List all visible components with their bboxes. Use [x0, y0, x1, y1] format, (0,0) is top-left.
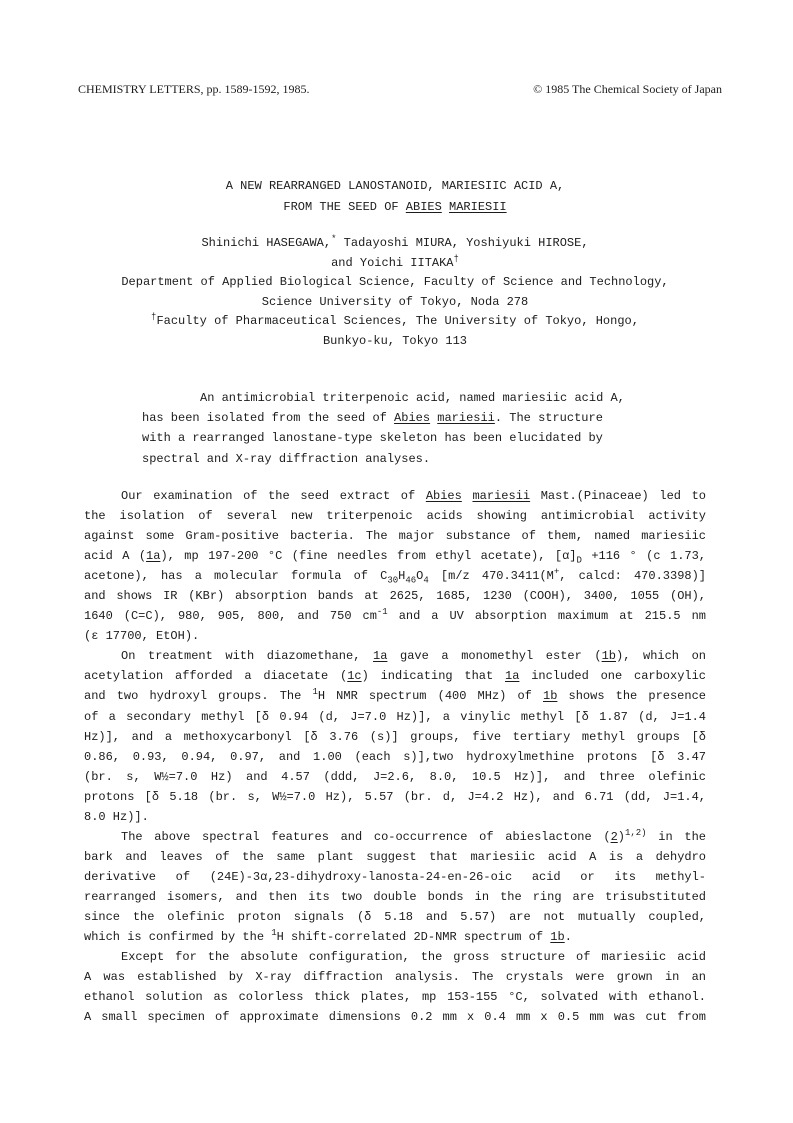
body-line: since the olefinic proton signals (δ 5.18 and 5.57) are not mutually coupled,	[84, 909, 706, 924]
compound-ref: 2	[610, 829, 618, 844]
body-line: (br. s, W½=7.0 Hz) and 4.57 (ddd, J=2.6, 8.0, 10.5 Hz)], and three olefinic	[84, 769, 706, 784]
body-line: protons [δ 5.18 (br. s, W½=7.0 Hz), 5.57 (br. d, J=4.2 Hz), and 6.71 (dd, J=1.4,	[84, 789, 706, 804]
author-line-2: and Yoichi IITAKA†	[331, 253, 459, 270]
body-text	[84, 486, 706, 1027]
abstract-line: An antimicrobial triterpenoic acid, named mariesiic acid A,	[200, 391, 625, 405]
genus-name: Abies	[394, 411, 431, 426]
body-line: of a secondary methyl [δ 0.94 (d, J=7.0 Hz)], a vinylic methyl [δ 1.87 (d, J=1.4	[84, 709, 706, 724]
abstract	[142, 388, 642, 469]
body-line: (ε 17700, EtOH).	[84, 629, 200, 644]
copyright-notice: © 1985 The Chemical Society of Japan	[533, 82, 722, 96]
body-line: and shows IR (KBr) absorption bands at 2625, 1685, 1230 (COOH), 3400, 1055 (OH),	[84, 589, 706, 604]
body-line: A small specimen of approximate dimensions 0.2 mm x 0.4 mm x 0.5 mm was cut from	[84, 1010, 706, 1025]
title-line-1: A NEW REARRANGED LANOSTANOID, MARIESIIC ACID A,	[225, 179, 565, 193]
compound-ref: 1b	[543, 689, 558, 704]
body-line: which is confirmed by the $^1$H shift-correlated 2D-NMR spectrum of 1b.	[84, 928, 572, 945]
affiliation-line-3: †Faculty of Pharmaceutical Sciences, The University of Tokyo, Hongo,	[151, 312, 639, 328]
species-name: mariesii	[437, 411, 495, 426]
body-line: acetylation afforded a diacetate (1c) indicating that 1a included one carboxylic	[84, 669, 707, 684]
abstract-line: with a rearranged lanostane-type skeleton has been elucidated by	[142, 431, 603, 446]
abstract-line: has been isolated from the seed of Abies mariesii. The structure	[142, 411, 603, 426]
author-block	[78, 234, 712, 351]
citation-ref: 1,2)	[624, 827, 647, 838]
body-line: 1640 (C=C), 980, 905, 800, and 750 $cm^{-1}$ and a UV absorption maximum at 215.5 nm	[84, 607, 706, 624]
title-genus: ABIES	[405, 200, 442, 214]
body-line: 8.0 Hz)].	[84, 809, 149, 824]
compound-ref: 1a	[146, 549, 161, 564]
body-line: the isolation of several new triterpenoic acids showing antimicrobial activity	[84, 509, 706, 524]
body-line: derivative of (24E)-3α,23-dihydroxy-lanosta-24-en-26-oic acid or its methyl-	[84, 869, 706, 884]
dagger-mark: †	[453, 253, 459, 264]
abstract-line: spectral and X-ray diffraction analyses.	[142, 451, 431, 466]
compound-ref: 1a	[373, 649, 388, 664]
body-line: bark and leaves of the same plant suggest that mariesiic acid A is a dehydro	[84, 849, 706, 864]
affiliation-line-1: Department of Applied Biological Science, Faculty of Science and Technology,	[121, 275, 669, 289]
body-line: ethanol solution as colorless thick plates, mp 153-155 °C, solvated with ethanol.	[84, 990, 706, 1005]
compound-ref: 1b	[601, 649, 616, 664]
body-line: Hz)], and a methoxycarbonyl [δ 3.76 (s)] groups, five tertiary methyl groups [δ	[84, 729, 706, 744]
corresponding-author-mark: *	[331, 234, 337, 244]
compound-ref: 1b	[550, 930, 565, 945]
body-line: against some Gram-positive bacteria. The major substance of them, named mariesiic	[84, 529, 706, 544]
article-title	[78, 176, 712, 218]
body-line: A was established by X-ray diffraction analysis. The crystals were grown in an	[84, 970, 706, 985]
body-line: Except for the absolute configuration, the gross structure of mariesiic acid	[121, 950, 706, 965]
compound-ref: 1c	[347, 669, 362, 684]
species-name: mariesii	[472, 489, 531, 503]
body-line: rearranged isomers, and then its two double bonds in the ring are trisubstituted	[84, 889, 706, 904]
affiliation-line-2: Science University of Tokyo, Noda 278	[261, 294, 529, 309]
compound-ref: 1a	[505, 669, 520, 684]
body-line: acetone), has a molecular formula of $C_{30}H_{46}O_4$ [m/z 470.3411(M+, calcd: 470.3398)]	[84, 567, 706, 586]
journal-citation: CHEMISTRY LETTERS, pp. 1589-1592, 1985.	[78, 82, 310, 96]
body-line: acid A (1a), mp 197-200 °C (fine needles from ethyl acetate), $[\alpha]_D +116$ ° (c 1.73,	[84, 549, 706, 566]
title-species: MARIESII	[449, 200, 507, 214]
body-line: Our examination of the seed extract of Abies mariesii Mast.(Pinaceae) led to	[121, 489, 706, 503]
affiliation-line-4: Bunkyo-ku, Tokyo 113	[322, 333, 468, 348]
body-line: 0.86, 0.93, 0.94, 0.97, and 1.00 (each s)],two hydroxylmethine protons [δ 3.47	[84, 749, 706, 764]
dagger-mark: †	[151, 312, 157, 322]
body-line: The above spectral features and co-occurrence of abieslactone $(2)^{1,2)}$ in the	[121, 827, 706, 844]
body-line: and two hydroxyl groups. The $^1$H NMR spectrum (400 MHz) of 1b shows the presence	[84, 687, 706, 704]
author-line-1: Shinichi HASEGAWA,* Tadayoshi MIURA, Yoshiyuki HIROSE,	[201, 234, 589, 250]
body-line: On treatment with diazomethane, 1a gave a monomethyl ester (1b), which on	[121, 649, 706, 664]
title-line-2: FROM THE SEED OF ABIES MARIESII	[283, 200, 507, 214]
genus-name: Abies	[425, 489, 462, 503]
